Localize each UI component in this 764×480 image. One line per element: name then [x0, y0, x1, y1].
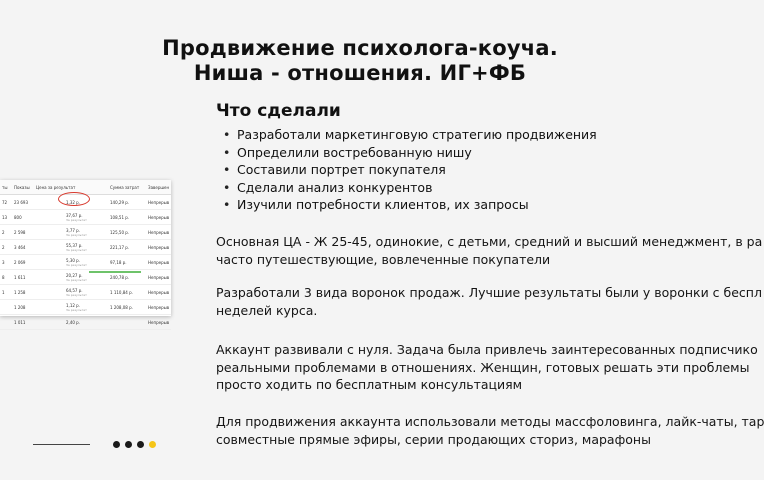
paragraph-line: реальными проблемами в отношениях. Женщин, готовых решать эти проблемы [216, 359, 750, 375]
table-cell: Непрерыв [148, 244, 170, 250]
table-cell: Непрерыв [148, 289, 170, 295]
table-cell: 1 258 [14, 289, 26, 295]
paragraph-methods [216, 413, 764, 448]
paragraph-line: часто путешествующие, вовлеченные покупатели [216, 251, 551, 267]
table-cell [66, 228, 110, 237]
slide-title [0, 36, 720, 86]
table-row [0, 300, 171, 315]
paragraph-line: Основная ЦА - Ж 25-45, одинокие, с детьми, средний и высший менеджмент, в ра [216, 234, 763, 249]
table-header [0, 180, 171, 195]
table-cell: 2 598 [14, 229, 26, 235]
table-cell [66, 258, 110, 267]
table-cell-value: 3,77 р. [66, 227, 80, 233]
table-cell: 1 011 [14, 319, 26, 325]
paragraph-audience [216, 233, 762, 268]
table-cell: Непрерыв [148, 304, 170, 310]
list-item: • Определили востребованную нишу [217, 144, 597, 162]
table-cell-sub: За результат [66, 247, 87, 252]
table-cell-sub: За результат [66, 232, 87, 237]
pager-dot[interactable] [113, 441, 120, 448]
table-row [0, 240, 171, 255]
table-cell [66, 288, 110, 297]
table-cell: Непрерыв [148, 229, 170, 235]
table-cell-value: 64,57 р. [66, 287, 83, 293]
table-cell: 140,29 р. [110, 199, 130, 205]
header-cell: Цена за результат [36, 184, 76, 190]
table-cell-sub: За результат [66, 262, 87, 267]
table-cell: Непрерыв [148, 214, 170, 220]
table-row [0, 285, 171, 300]
done-list [217, 126, 597, 214]
paragraph-line: Для продвижения аккаунта использовали методы массфоловинга, лайк-чаты, тар [216, 414, 764, 429]
table-row [0, 255, 171, 270]
table-cell: 2,40 р. [66, 319, 80, 325]
table-cell: 1 110,84 р. [110, 289, 133, 295]
header-cell: ты [2, 184, 8, 190]
table-cell-value: 1,12 р. [66, 302, 80, 308]
table-cell: 2 [2, 229, 5, 235]
table-cell [66, 213, 110, 222]
table-cell-sub: За результат [66, 277, 87, 282]
table-cell: 125,50 р. [110, 229, 130, 235]
paragraph-line: Аккаунт развивали с нуля. Задача была привлечь заинтересованных подписчико [216, 342, 758, 357]
table-cell: 3 [2, 259, 5, 265]
table-cell: 1 208 [14, 304, 26, 310]
header-cell: Показы [14, 184, 30, 190]
table-cell: Непрерыв [148, 319, 170, 325]
table-cell-sub: За результат [66, 292, 87, 297]
table-cell: 1 [2, 289, 5, 295]
table-row [0, 270, 171, 285]
table-row [0, 210, 171, 225]
header-cell: Завершен [148, 184, 170, 190]
list-item: • Разработали маркетинговую стратегию продвижения [217, 126, 597, 144]
table-cell: 23 693 [14, 199, 28, 205]
pager-dots [113, 441, 156, 448]
table-cell-sub: За результат [66, 307, 87, 312]
list-item: • Сделали анализ конкурентов [217, 179, 597, 197]
table-cell: 2 [2, 244, 5, 250]
table-cell: 8 [2, 274, 5, 280]
pager-progress-line [33, 444, 90, 445]
table-cell: 2 069 [14, 259, 26, 265]
table-cell: 240,78 р. [110, 274, 130, 280]
table-cell: 13 [2, 214, 8, 220]
table-cell: Непрерыв [148, 259, 170, 265]
paragraph-account [216, 341, 758, 394]
paragraph-line: Разработали 3 вида воронок продаж. Лучшие результаты были у воронки с беспл [216, 285, 762, 300]
header-cell: Сумма затрат [110, 184, 140, 190]
list-item: • Изучили потребности клиентов, их запросы [217, 196, 597, 214]
table-cell: 1,32 р. [66, 199, 80, 205]
table-cell: 221,17 р. [110, 244, 130, 250]
table-cell-value: 20,27 р. [66, 272, 83, 278]
table-cell: 108,51 р. [110, 214, 130, 220]
table-row [0, 225, 171, 240]
table-cell-sub: За результат [66, 217, 87, 222]
list-item: • Составили портрет покупателя [217, 161, 597, 179]
table-cell: 800 [14, 214, 22, 220]
table-cell: 1 611 [14, 274, 26, 280]
slide-title-line-2: Ниша - отношения. ИГ+ФБ [193, 61, 527, 85]
table-cell: 3 464 [14, 244, 26, 250]
pager-dot[interactable] [125, 441, 132, 448]
section-title: Что сделали [216, 101, 341, 121]
highlight-oval [58, 192, 90, 206]
progress-bar [89, 271, 141, 273]
table-cell-value: 55,37 р. [66, 242, 83, 248]
paragraph-line: неделей курса. [216, 302, 318, 318]
paragraph-line: просто ходить по бесплатным консультациям [216, 377, 523, 393]
table-cell [66, 243, 110, 252]
table-row [0, 315, 171, 330]
table-cell-value: 37,67 р. [66, 212, 83, 218]
pager-dot-active[interactable] [149, 441, 156, 448]
table-cell: Непрерыв [148, 199, 170, 205]
table-cell [66, 303, 110, 312]
table-cell: 1 208,08 р. [110, 304, 133, 310]
table-cell [66, 273, 110, 282]
pager-dot[interactable] [137, 441, 144, 448]
table-cell: Непрерыв [148, 274, 170, 280]
paragraph-funnels [216, 284, 762, 319]
table-cell: 72 [2, 199, 8, 205]
slide-title-line-1: Продвижение психолога-коуча. [162, 36, 558, 60]
table-cell: 97,18 р. [110, 259, 127, 265]
paragraph-line: совместные прямые эфиры, серии продающих сториз, марафоны [216, 431, 651, 447]
table-cell-value: 5,30 р. [66, 257, 80, 263]
